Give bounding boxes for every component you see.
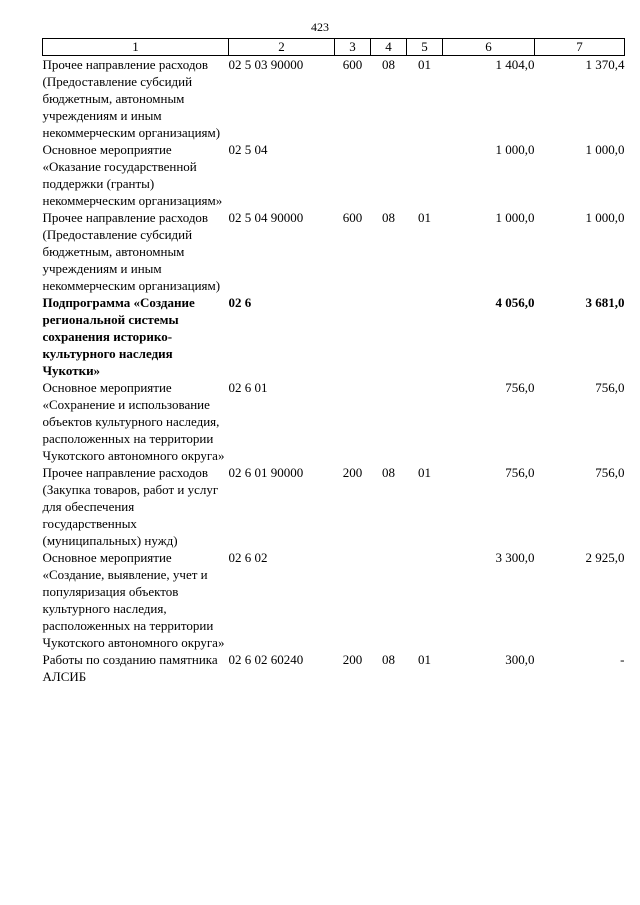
table-header-row	[43, 39, 625, 56]
row-sum-2: -	[620, 652, 625, 667]
column-header-5: 5	[407, 39, 443, 56]
budget-table	[42, 38, 625, 685]
row-sum-2: 3 681,0	[585, 295, 625, 310]
row-code: 02 6 01	[228, 380, 268, 395]
row-pr	[407, 141, 443, 209]
row-vr: 200	[342, 465, 363, 480]
table-body	[43, 56, 625, 686]
row-sum-2: 756,0	[595, 380, 625, 395]
row-pr	[407, 294, 443, 379]
row-vr: 600	[342, 57, 363, 72]
table-row	[43, 464, 625, 549]
column-header-4: 4	[371, 39, 407, 56]
row-name: Подпрограмма «Создание региональной системы сохранения историко-культурного наследия Чукотки»	[42, 295, 195, 378]
page-number: 423	[311, 20, 329, 34]
row-pr: 01	[418, 652, 431, 667]
row-code: 02 6 02	[228, 550, 268, 565]
row-sum-2: 1 000,0	[585, 210, 625, 225]
row-rz: 08	[382, 465, 395, 480]
table-row	[43, 56, 625, 142]
row-pr	[407, 549, 443, 651]
column-header-6: 6	[443, 39, 535, 56]
row-code: 02 6	[228, 295, 252, 310]
row-code: 02 5 03 90000	[228, 57, 304, 72]
row-pr: 01	[418, 210, 431, 225]
row-pr	[407, 379, 443, 464]
row-name: Работы по созданию памятника АЛСИБ	[42, 652, 218, 684]
row-name: Основное мероприятие «Сохранение и использование объектов культурного наследия, расположенных на территории Чукотского автономного округа»	[42, 380, 225, 463]
row-name: Прочее направление расходов (Закупка товаров, работ и услуг для обеспечения государственных (муниципальных) нужд)	[42, 465, 219, 548]
row-vr	[335, 379, 371, 464]
row-vr	[335, 549, 371, 651]
row-sum-1: 756,0	[505, 465, 535, 480]
row-vr: 200	[342, 652, 363, 667]
row-rz	[371, 549, 407, 651]
row-code: 02 5 04	[228, 142, 268, 157]
row-sum-2: 1 000,0	[585, 142, 625, 157]
row-sum-1: 1 000,0	[495, 210, 535, 225]
row-rz: 08	[382, 210, 395, 225]
row-pr: 01	[418, 57, 431, 72]
row-vr	[335, 294, 371, 379]
row-vr	[335, 141, 371, 209]
table-row-subprogram	[43, 294, 625, 379]
column-header-3: 3	[335, 39, 371, 56]
row-name: Прочее направление расходов (Предоставление субсидий бюджетным, автономным учреждениям и иным некоммерческим организациям)	[42, 210, 221, 293]
row-code: 02 6 02 60240	[228, 652, 304, 667]
row-sum-2: 756,0	[595, 465, 625, 480]
row-name: Прочее направление расходов (Предоставление субсидий бюджетным, автономным учреждениям и иным некоммерческим организациям)	[42, 57, 221, 140]
row-name: Основное мероприятие «Создание, выявление, учет и популяризация объектов культурного наследия, расположенных на территории Чукотского автономного округа»	[42, 550, 225, 650]
column-header-1: 1	[43, 39, 229, 56]
row-sum-2: 1 370,4	[585, 57, 625, 72]
row-pr: 01	[418, 465, 431, 480]
row-rz	[371, 141, 407, 209]
table-row	[43, 209, 625, 294]
row-sum-1: 4 056,0	[495, 295, 535, 310]
row-sum-1: 1 404,0	[495, 57, 535, 72]
row-rz: 08	[382, 652, 395, 667]
row-sum-1: 300,0	[505, 652, 535, 667]
table-row	[43, 651, 625, 685]
row-rz	[371, 379, 407, 464]
row-sum-1: 1 000,0	[495, 142, 535, 157]
row-name: Основное мероприятие «Оказание государственной поддержки (гранты) некоммерческим организациям»	[42, 142, 223, 208]
row-code: 02 6 01 90000	[228, 465, 304, 480]
row-sum-2: 2 925,0	[585, 550, 625, 565]
row-code: 02 5 04 90000	[228, 210, 304, 225]
row-sum-1: 756,0	[505, 380, 535, 395]
row-rz	[371, 294, 407, 379]
table-row	[43, 141, 625, 209]
row-rz: 08	[382, 57, 395, 72]
column-header-7: 7	[535, 39, 625, 56]
column-header-2: 2	[229, 39, 335, 56]
row-sum-1: 3 300,0	[495, 550, 535, 565]
row-vr: 600	[342, 210, 363, 225]
table-row	[43, 549, 625, 651]
table-row	[43, 379, 625, 464]
